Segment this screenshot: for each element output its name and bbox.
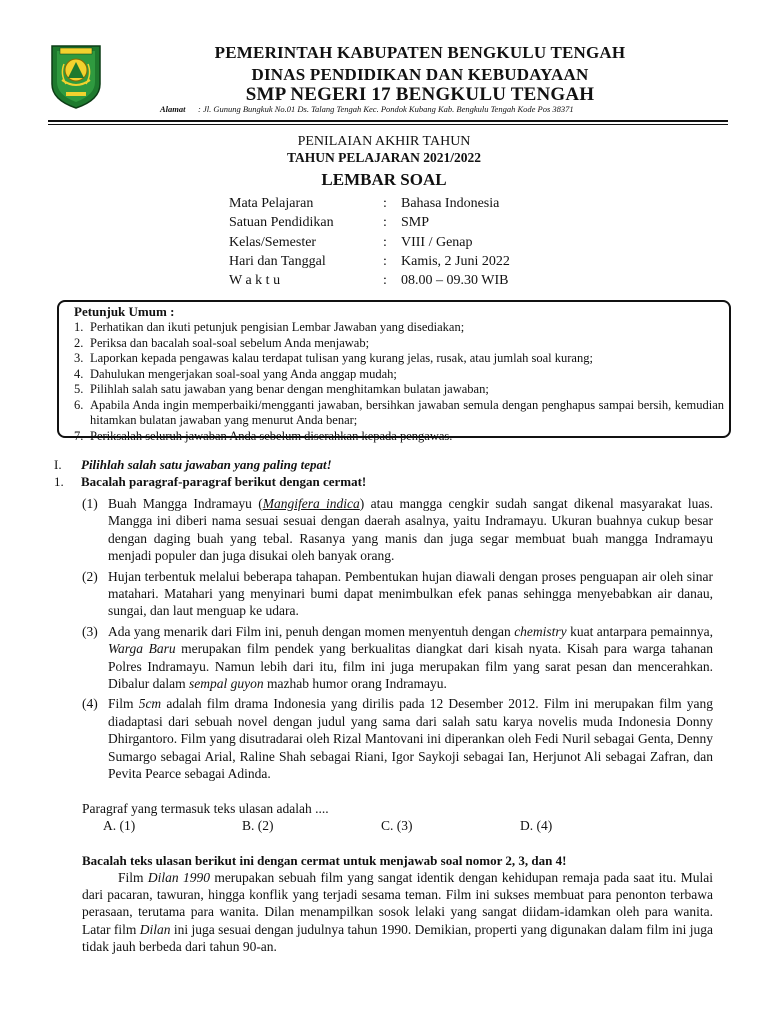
film-title: Dilan 1990 <box>147 870 210 885</box>
list-item-text: Pilihlah salah satu jawaban yang benar dengan menghitamkan bulatan jawaban; <box>90 382 489 396</box>
text-run: merupakan sebuah film yang sangat identik dengan kehidupan remaja pada saat itu. Mulai dari pacaran, tawuran, hingga konflik yang terjadi sesama teman. Film ini sukses membuat para penonton terbawa perasaan, terutama para wanita. Dilan menampilkan sosok lelaki yang sangat diidam-idamkan oleh para wanita. Latar film <box>82 870 713 937</box>
question-1-heading <box>54 474 366 490</box>
list-item-number: 3. <box>74 351 84 365</box>
exam-identity-table <box>229 196 510 292</box>
option-d[interactable]: D. (4) <box>520 818 553 833</box>
list-item <box>74 382 724 398</box>
list-item <box>74 367 724 383</box>
list-item <box>74 320 724 336</box>
list-item-text: Periksa dan bacalah soal-soal sebelum Anda menjawab; <box>90 335 370 350</box>
list-item-number: 4. <box>74 366 84 381</box>
identity-value: SMP <box>401 215 430 231</box>
address-text: : Jl. Gunung Bungkuk No.01 Ds. Talang Tengah Kec. Pondok Kubang Kab. Bengkulu Tengah Kode Pos 38371 <box>198 104 574 114</box>
paragraph-item <box>82 695 713 782</box>
exam-year: TAHUN PELAJARAN 2021/2022 <box>286 150 481 165</box>
list-item-number: 1. <box>74 320 84 334</box>
list-item <box>74 351 724 367</box>
general-instructions-list <box>74 320 724 444</box>
paragraph-number: (1) <box>82 496 98 511</box>
identity-label: Hari dan Tanggal <box>229 253 326 269</box>
passage-instruction: Bacalah teks ulasan berikut ini dengan cermat untuk menjawab soal nomor 2, 3, dan 4! <box>82 853 567 868</box>
paragraph-text <box>108 568 713 620</box>
identity-separator: : <box>383 215 387 231</box>
list-item-text: Laporkan kepada pengawas kalau terdapat tulisan yang kurang jelas, rusak, atau jumlah soal kurang; <box>90 351 593 365</box>
paragraph-text <box>108 495 713 565</box>
identity-row <box>229 196 510 215</box>
scientific-name: Mangifera indica <box>262 496 360 511</box>
identity-value: Bahasa Indonesia <box>401 196 500 211</box>
list-item <box>74 398 724 429</box>
identity-value: VIII / Genap <box>401 234 473 250</box>
question-number: 1. <box>54 474 64 489</box>
identity-separator: : <box>383 196 387 211</box>
text-run: Film <box>118 870 148 885</box>
text-run: Buah Mangga Indramayu ( <box>108 496 263 511</box>
italic-term: sempal guyon <box>188 676 264 692</box>
list-item-text: Periksalah seluruh jawaban Anda sebelum diserahkan kepada pengawas. <box>90 428 453 443</box>
paragraph-item <box>82 568 713 620</box>
text-run: Hujan terbentuk melalui beberapa tahapan. Pembentukan hujan diawali dengan proses penguapan air oleh sinar matahari. Matahari yang menyinari bumi dapat menimbulkan efek panas sehingga menyebabkan air danau, sungai, dan laut menguap ke udara. <box>108 568 713 619</box>
text-run: ini juga sesuai dengan judulnya tahun 1990. Demikian, properti yang digunakan dalam film ini juga tidak jauh berbeda dari tahun 90-an. <box>82 921 714 954</box>
paragraph-text <box>108 623 713 693</box>
sheet-title: LEMBAR SOAL <box>321 170 447 189</box>
question-1-prompt: Paragraf yang termasuk teks ulasan adalah .... <box>82 801 329 816</box>
list-item-number: 5. <box>74 382 84 396</box>
paragraph-text <box>108 695 713 782</box>
list-item-text: Perhatikan dan ikuti petunjuk pengisian Lembar Jawaban yang disediakan; <box>90 320 465 334</box>
option-b[interactable]: B. (2) <box>242 818 274 833</box>
section-title: Pilihlah salah satu jawaban yang paling tepat! <box>81 457 332 472</box>
section-heading <box>54 457 332 473</box>
paragraph-item <box>82 623 713 693</box>
list-item-number: 2. <box>74 335 84 350</box>
identity-label: Satuan Pendidikan <box>229 215 334 231</box>
text-run: Film <box>108 696 139 712</box>
text-run: Ada yang menarik dari Film ini, penuh dengan momen menyentuh dengan <box>108 623 515 639</box>
list-item-text: Apabila Anda ingin memperbaiki/mengganti jawaban, bersihkan jawaban semula dengan penghapus sampai bersih, kemudian hitamkan bulatan jawaban yang menurut Anda benar; <box>90 397 724 427</box>
review-passage <box>82 869 713 955</box>
identity-label: W a k t u <box>229 273 281 289</box>
identity-row <box>229 235 510 254</box>
identity-separator: : <box>383 234 387 250</box>
film-title: Dilan <box>139 921 171 937</box>
school-address <box>160 104 574 114</box>
identity-value: 08.00 – 09.30 WIB <box>401 273 509 289</box>
question-instruction: Bacalah paragraf-paragraf berikut dengan cermat! <box>81 474 367 489</box>
identity-separator: : <box>383 253 387 269</box>
regency-emblem-icon <box>48 40 104 110</box>
paragraph-number: (2) <box>82 568 98 584</box>
exam-title: PENILAIAN AKHIR TAHUN <box>297 134 471 149</box>
identity-row <box>229 254 510 273</box>
italic-term: 5cm <box>138 696 162 712</box>
text-run: mazhab humor orang Indramayu. <box>263 676 447 692</box>
list-item <box>74 429 724 445</box>
letterhead-rule-thick <box>48 120 728 122</box>
option-a[interactable]: A. (1) <box>103 818 136 833</box>
identity-row <box>229 273 510 292</box>
text-run: adalah film drama Indonesia yang dirilis pada 12 Desember 2012. Film ini merupakan film yang diadaptasi dari sebuah novel dengan judul yang sama dari salah satu karya novelis muda Indonesia Donny Dhirgantoro. Film yang disutradarai oleh Rizal Mantovani ini diperankan oleh Fedi Nuril sebagai Genta, Denny Sumargo sebagai Arial, Raline Shah sebagai Riani, Igor Saykoji sebagai Ian, Herjunot Ali sebagai Zafran, dan Pevita Pearce sebagai Adinda. <box>108 696 713 782</box>
paragraph-number: (4) <box>82 696 98 712</box>
list-item <box>74 336 724 352</box>
option-c[interactable]: C. (3) <box>381 818 413 833</box>
letterhead-department: DINAS PENDIDIKAN DAN KEBUDAYAAN <box>251 65 589 84</box>
letterhead-government: PEMERINTAH KABUPATEN BENGKULU TENGAH <box>214 43 626 62</box>
list-item-number: 7. <box>74 428 84 443</box>
text-run: kuat antarpara pemainnya, <box>566 623 713 639</box>
identity-separator: : <box>383 273 387 289</box>
italic-term: Warga Baru <box>108 641 176 657</box>
identity-label: Kelas/Semester <box>229 234 317 250</box>
text-run: merupakan film pendek yang berkualitas diangkat dari kisah nyata. Kisah para warga tahanan Polres Indramayu. Namun lebih dari itu, film ini juga merupakan film yang sarat pesan dan mencerahkan. Dibalur dalam <box>108 641 713 692</box>
list-item-number: 6. <box>74 397 84 412</box>
list-item-text: Dahulukan mengerjakan soal-soal yang Anda anggap mudah; <box>90 366 397 381</box>
paragraph-item <box>82 495 713 565</box>
text-run: ) atau mangga cengkir sudah sangat dikenal masyarakat luas. Mangga ini diberi nama sesuai sesuai dengan daerah asalnya, yaitu Indramayu. Ukuran buahnya cukup besar dengan daging buah yang tebal. Rasanya yang manis dan juga segar membuat buah mangga Indramayu menjadi populer dan juga disukai oleh banyak orang. <box>108 496 713 564</box>
paragraph-number: (3) <box>82 623 98 639</box>
section-number: I. <box>54 457 62 472</box>
address-label: Alamat <box>160 104 186 114</box>
identity-row <box>229 215 510 234</box>
letterhead-school: SMP NEGERI 17 BENGKULU TENGAH <box>245 84 595 105</box>
italic-term: chemistry <box>514 623 567 639</box>
general-instructions-title: Petunjuk Umum : <box>74 304 175 319</box>
identity-value: Kamis, 2 Juni 2022 <box>401 253 510 269</box>
question-1-paragraphs <box>82 495 713 786</box>
identity-label: Mata Pelajaran <box>229 196 314 211</box>
letterhead-rule-thin <box>48 124 728 125</box>
